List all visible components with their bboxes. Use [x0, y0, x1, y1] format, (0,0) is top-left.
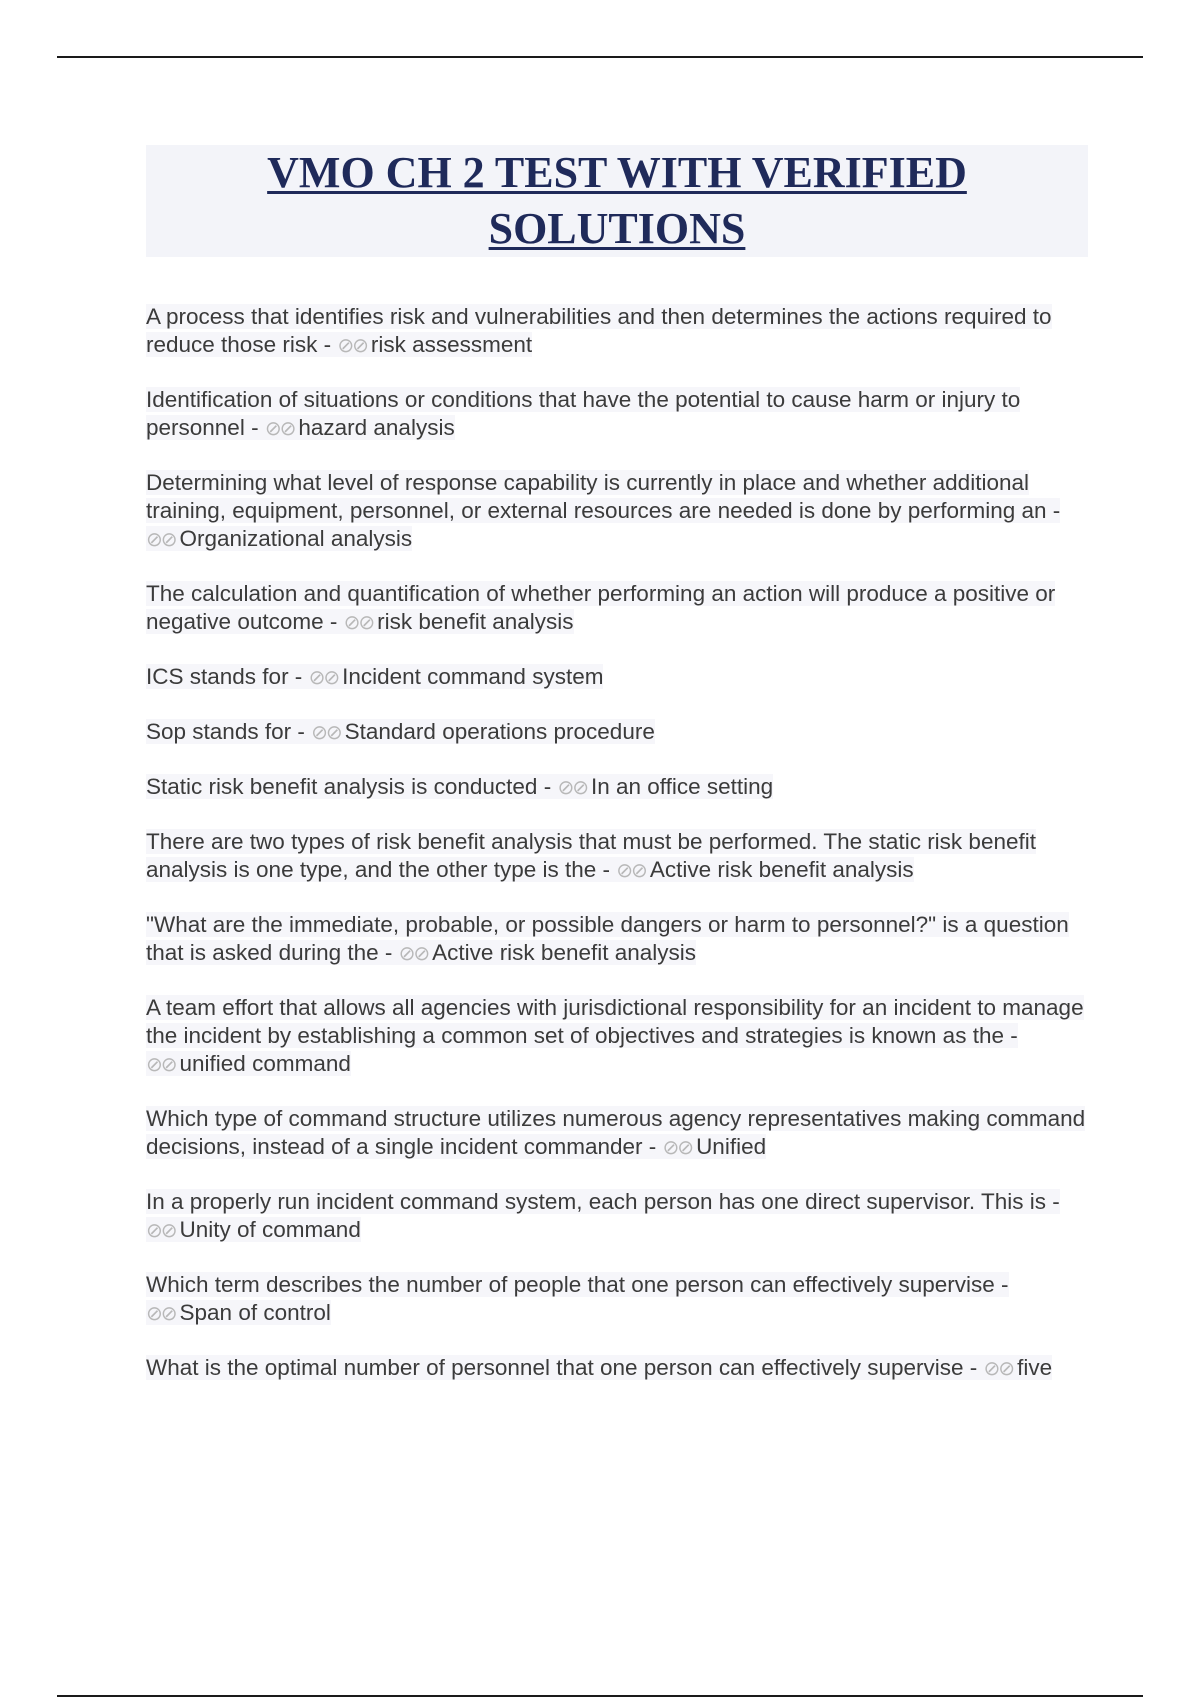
question-text: Sop stands for -	[146, 719, 305, 744]
page-title-line-1: VMO CH 2 TEST WITH VERIFIED	[267, 148, 967, 197]
double-check-icon: ⊘⊘	[343, 610, 374, 634]
double-check-icon: ⊘⊘	[337, 333, 367, 357]
double-check-icon: ⊘⊘	[983, 1356, 1014, 1380]
question-text: A process that identifies risk and vulnerabilities and then determines the actions required to reduce those risk -	[146, 304, 1052, 357]
qa-item	[146, 469, 1096, 553]
double-check-icon: ⊘⊘	[146, 1301, 176, 1325]
double-check-icon: ⊘⊘	[662, 1135, 693, 1159]
question-text: Determining what level of response capability is currently in place and whether additional training, equipment, personnel, or external resources are needed is done by performing an -	[146, 470, 1061, 523]
qa-item	[146, 386, 1096, 442]
question-text: Which term describes the number of people that one person can effectively supervise -	[146, 1272, 1009, 1297]
title-banner	[146, 145, 1088, 257]
qa-item	[146, 1271, 1096, 1327]
double-check-icon: ⊘⊘	[146, 1218, 176, 1242]
question-text: ICS stands for -	[146, 664, 303, 689]
qa-item	[146, 718, 1096, 746]
answer-text: Unity of command	[179, 1217, 361, 1242]
double-check-icon: ⊘⊘	[398, 941, 429, 965]
answer-text: unified command	[179, 1051, 351, 1076]
double-check-icon: ⊘⊘	[557, 775, 587, 799]
question-text: The calculation and quantification of whether performing an action will produce a positive or negative outcome -	[146, 581, 1056, 634]
question-text: There are two types of risk benefit analysis that must be performed. The static risk benefit analysis is one type, and the other type is the -	[146, 829, 1036, 882]
answer-text: Unified	[696, 1134, 767, 1159]
qa-list	[146, 303, 1096, 1409]
answer-text: risk assessment	[370, 332, 533, 357]
answer-text: risk benefit analysis	[377, 609, 574, 634]
double-check-icon: ⊘⊘	[616, 858, 646, 882]
double-check-icon: ⊘⊘	[308, 665, 339, 689]
question-text: What is the optimal number of personnel that one person can effectively supervise -	[146, 1355, 978, 1380]
qa-item	[146, 773, 1096, 801]
qa-item	[146, 911, 1096, 967]
bottom-divider	[57, 1695, 1143, 1697]
qa-item	[146, 580, 1096, 636]
question-text: Identification of situations or conditions that have the potential to cause harm or injury to personnel -	[146, 387, 1021, 440]
qa-item	[146, 303, 1096, 359]
qa-item	[146, 1105, 1096, 1161]
answer-text: Active risk benefit analysis	[649, 857, 914, 882]
answer-text: Incident command system	[342, 664, 604, 689]
question-text: "What are the immediate, probable, or possible dangers or harm to personnel?" is a question that is asked during the -	[146, 912, 1069, 965]
qa-item	[146, 1354, 1096, 1382]
qa-item	[146, 1188, 1096, 1244]
question-text: In a properly run incident command system, each person has one direct supervisor. This is -	[146, 1189, 1060, 1214]
answer-text: Standard operations procedure	[344, 719, 655, 744]
answer-text: Active risk benefit analysis	[432, 940, 697, 965]
question-text: A team effort that allows all agencies with jurisdictional responsibility for an incident to manage the incident by establishing a common set of objectives and strategies is known as the -	[146, 995, 1084, 1048]
answer-text: Organizational analysis	[179, 526, 413, 551]
question-text: Static risk benefit analysis is conducted -	[146, 774, 552, 799]
qa-item	[146, 663, 1096, 691]
answer-text: In an office setting	[590, 774, 774, 799]
answer-text: Span of control	[179, 1300, 331, 1325]
page-title-line-2: SOLUTIONS	[488, 204, 746, 253]
double-check-icon: ⊘⊘	[146, 527, 176, 551]
question-text: Which type of command structure utilizes numerous agency representatives making command decisions, instead of a single incident commander -	[146, 1106, 1086, 1159]
double-check-icon: ⊘⊘	[311, 720, 341, 744]
double-check-icon: ⊘⊘	[264, 416, 295, 440]
answer-text: five	[1017, 1355, 1053, 1380]
top-divider	[57, 56, 1143, 58]
qa-item	[146, 994, 1096, 1078]
double-check-icon: ⊘⊘	[146, 1052, 176, 1076]
qa-item	[146, 828, 1096, 884]
answer-text: hazard analysis	[298, 415, 455, 440]
